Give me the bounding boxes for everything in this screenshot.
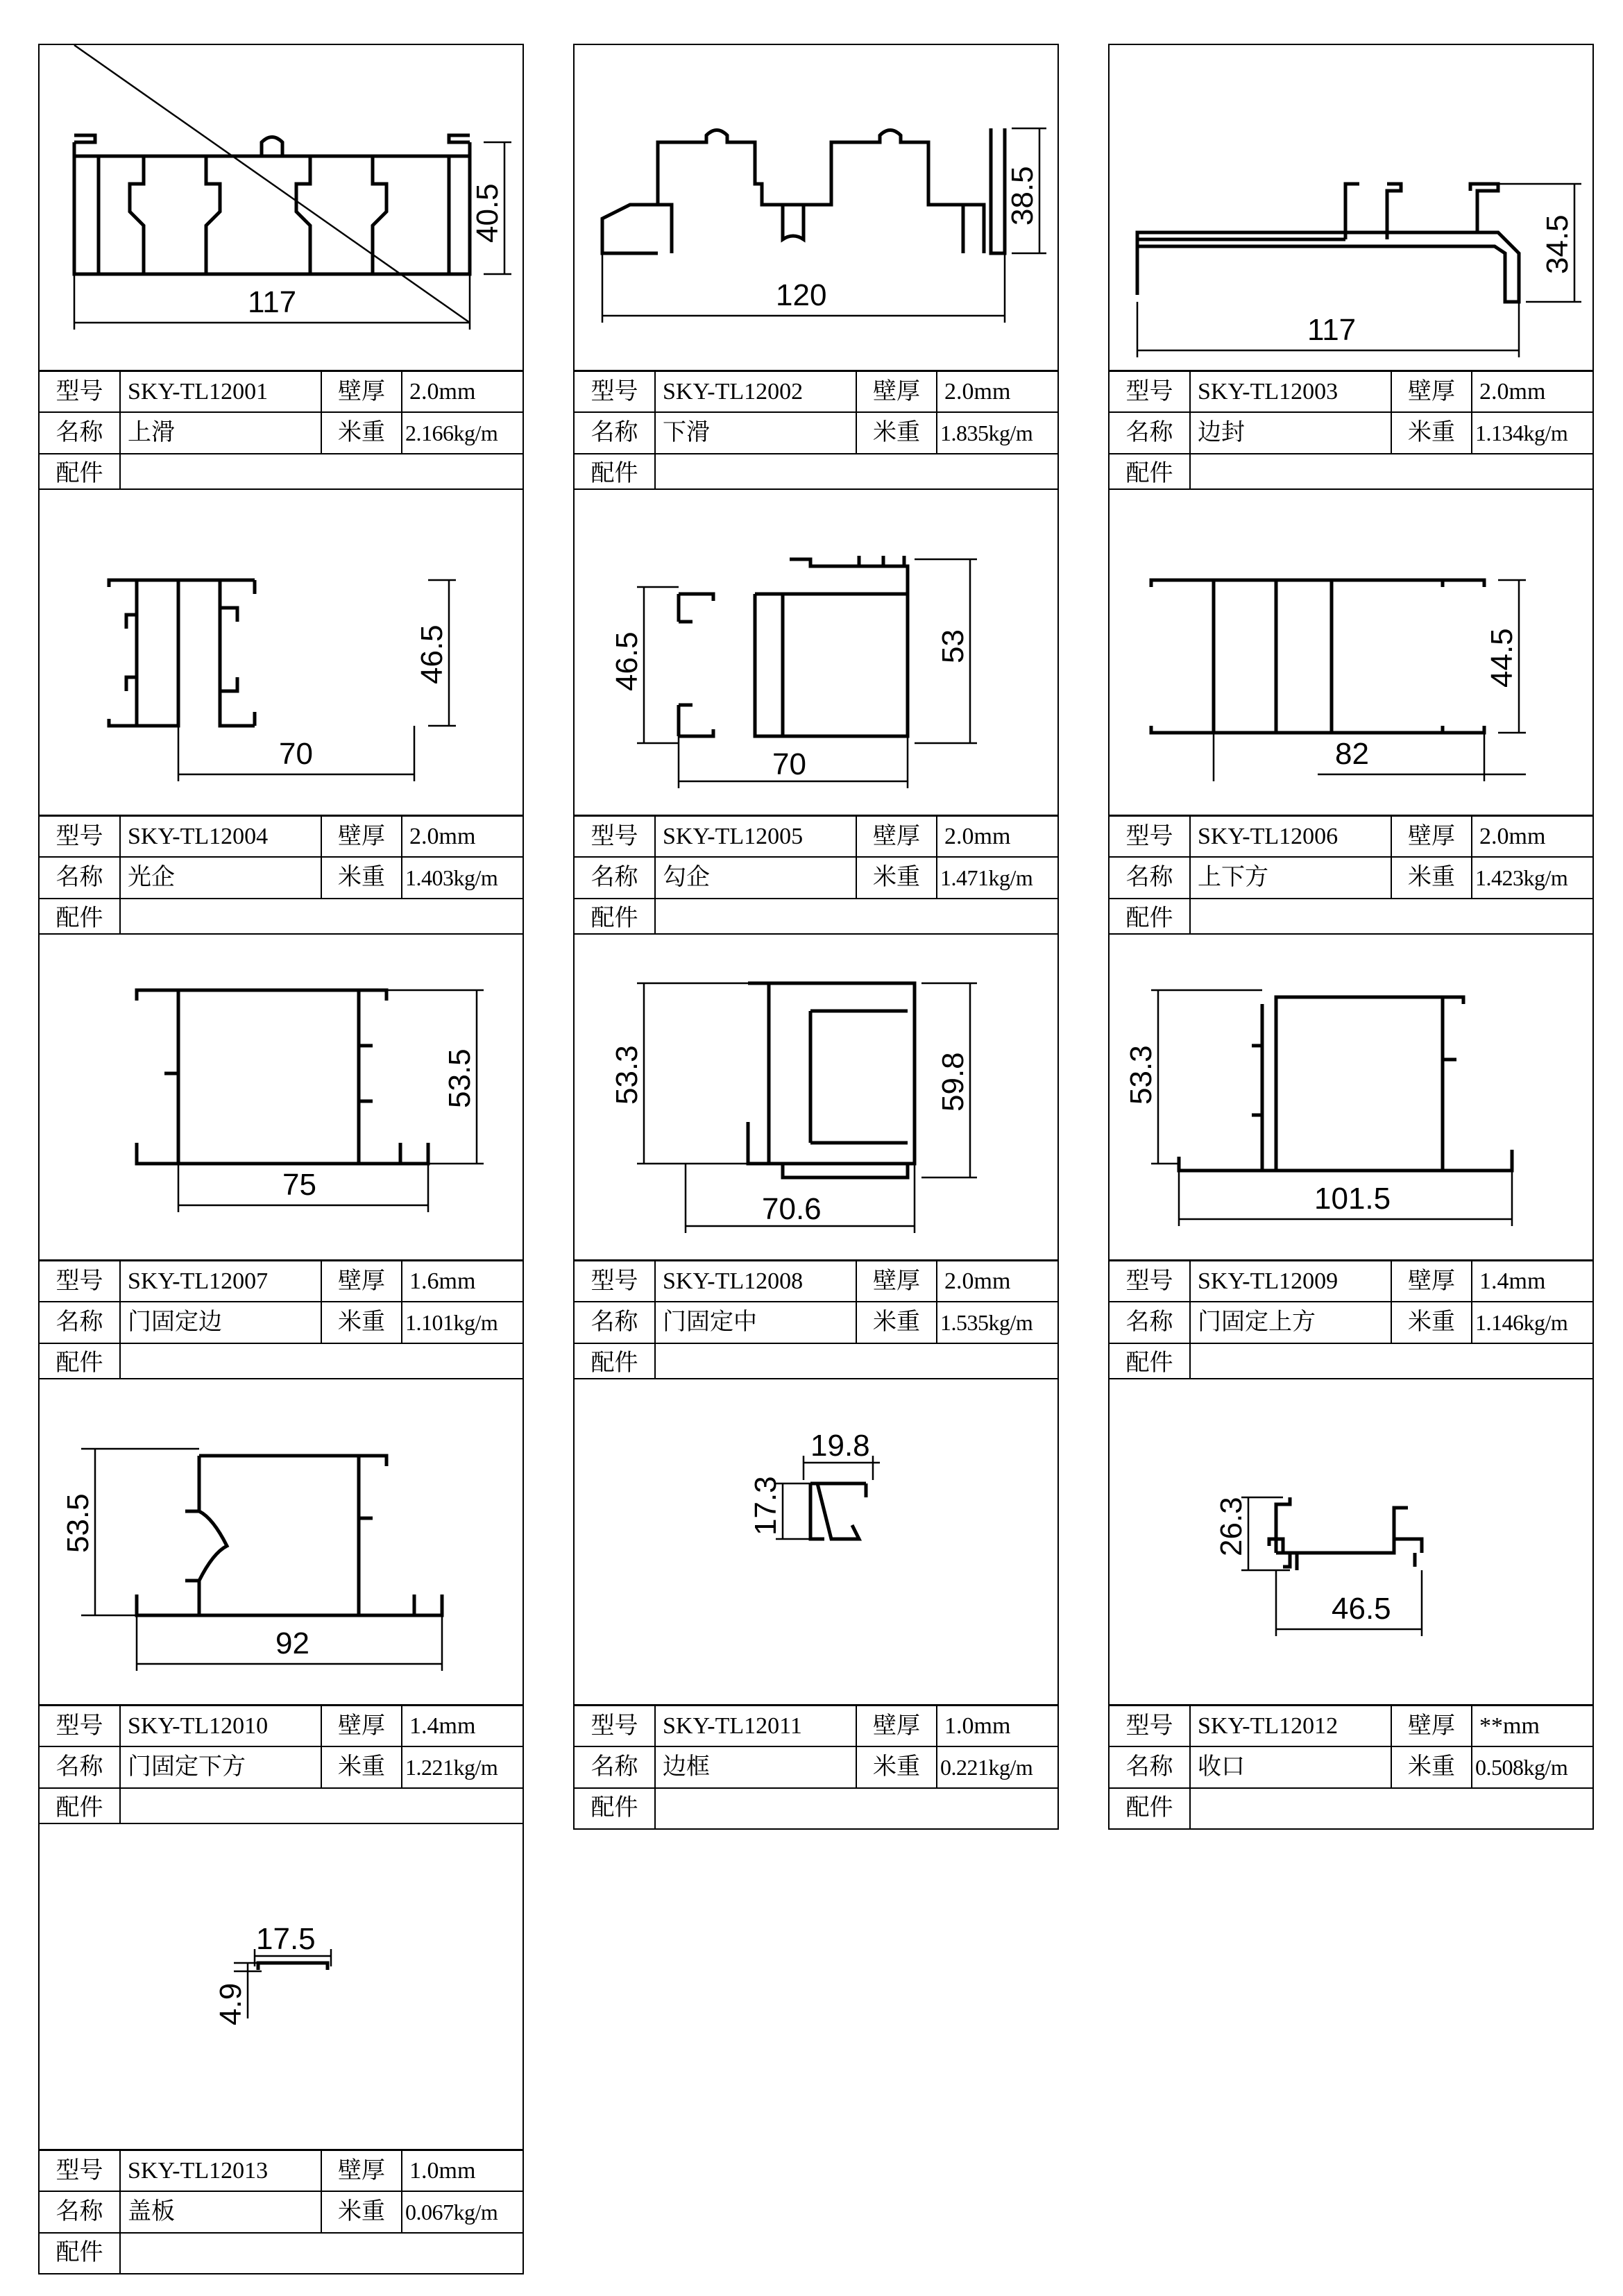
model-value-3: SKY-TL12003: [1190, 371, 1391, 413]
weight-value-12: 0.508kg/m: [1472, 1746, 1592, 1787]
name-value-9: 门固定上方: [1190, 1302, 1391, 1343]
fittings-value-11: [655, 1788, 1057, 1828]
label-fittings: 配件: [1110, 899, 1190, 939]
wall-value-4: 2.0mm: [402, 816, 522, 858]
model-value-7: SKY-TL12007: [120, 1261, 321, 1302]
label-name: 名称: [40, 412, 120, 453]
fittings-value-12: [1190, 1788, 1592, 1828]
label-wall: 壁厚: [321, 816, 402, 858]
profile-card-7: [38, 933, 524, 1385]
name-value-7: 门固定边: [120, 1302, 321, 1343]
label-model: 型号: [1110, 1261, 1190, 1302]
cross-section-svg-5: [575, 490, 1057, 815]
cross-section-svg-6: [1110, 490, 1592, 815]
label-model: 型号: [575, 1706, 655, 1747]
spec-table-10: [40, 1704, 522, 1828]
label-model: 型号: [1110, 371, 1190, 413]
weight-value-2: 1.835kg/m: [937, 412, 1057, 453]
weight-value-9: 1.146kg/m: [1472, 1302, 1592, 1343]
label-name: 名称: [1110, 1302, 1190, 1343]
label-model: 型号: [40, 2150, 120, 2192]
cross-section-svg-9: [1110, 935, 1592, 1259]
dimension-width-3: 117: [1307, 313, 1357, 347]
model-value-10: SKY-TL12010: [120, 1706, 321, 1747]
label-weight: 米重: [1391, 1302, 1472, 1343]
weight-value-5: 1.471kg/m: [937, 857, 1057, 898]
dimension-height-1: 40.5: [470, 183, 504, 243]
dimension-width-9: 101.5: [1314, 1182, 1391, 1216]
dimension-height-2: 38.5: [1005, 166, 1039, 226]
wall-value-2: 2.0mm: [937, 371, 1057, 413]
spec-table-4: [40, 815, 522, 939]
label-weight: 米重: [1391, 857, 1472, 898]
name-value-2: 下滑: [655, 412, 856, 453]
profile-drawing-4: [40, 490, 522, 815]
dimension-height-8: 53.3: [610, 1045, 644, 1105]
label-name: 名称: [40, 1302, 120, 1343]
profile-card-10: [38, 1378, 524, 1830]
wall-value-12: **mm: [1472, 1706, 1592, 1747]
label-weight: 米重: [321, 412, 402, 453]
cross-section-svg-3: [1110, 45, 1592, 370]
label-name: 名称: [575, 1746, 655, 1787]
model-value-8: SKY-TL12008: [655, 1261, 856, 1302]
model-value-12: SKY-TL12012: [1190, 1706, 1391, 1747]
label-model: 型号: [40, 1706, 120, 1747]
dimension-height2-5: 53: [936, 629, 970, 663]
label-weight: 米重: [321, 2191, 402, 2232]
label-name: 名称: [1110, 1746, 1190, 1787]
profile-card-5: [573, 488, 1059, 940]
model-value-11: SKY-TL12011: [655, 1706, 856, 1747]
label-wall: 壁厚: [321, 371, 402, 413]
wall-value-7: 1.6mm: [402, 1261, 522, 1302]
cross-section-svg-4: [40, 490, 522, 815]
weight-value-8: 1.535kg/m: [937, 1302, 1057, 1343]
cross-section-svg-7: [40, 935, 522, 1259]
weight-value-11: 0.221kg/m: [937, 1746, 1057, 1787]
label-model: 型号: [40, 816, 120, 858]
weight-value-13: 0.067kg/m: [402, 2191, 522, 2232]
wall-value-5: 2.0mm: [937, 816, 1057, 858]
label-model: 型号: [40, 1261, 120, 1302]
dimension-height-4: 46.5: [415, 624, 449, 684]
spec-table-12: [1110, 1704, 1592, 1828]
name-value-8: 门固定中: [655, 1302, 856, 1343]
label-model: 型号: [1110, 1706, 1190, 1747]
label-fittings: 配件: [575, 899, 655, 939]
label-weight: 米重: [321, 857, 402, 898]
model-value-4: SKY-TL12004: [120, 816, 321, 858]
label-fittings: 配件: [40, 899, 120, 939]
profile-drawing-7: [40, 935, 522, 1259]
spec-table-13: [40, 2149, 522, 2273]
label-name: 名称: [575, 412, 655, 453]
label-weight: 米重: [1391, 1746, 1472, 1787]
profile-card-11: [573, 1378, 1059, 1830]
wall-value-8: 2.0mm: [937, 1261, 1057, 1302]
fittings-value-13: [120, 2233, 522, 2273]
dimension-height-3: 34.5: [1540, 214, 1574, 274]
wall-value-1: 2.0mm: [402, 371, 522, 413]
profile-drawing-12: [1110, 1379, 1592, 1704]
dimension-width-11: 19.8: [810, 1429, 870, 1463]
profile-card-4: [38, 488, 524, 940]
model-value-5: SKY-TL12005: [655, 816, 856, 858]
spec-table-3: [1110, 370, 1592, 494]
label-model: 型号: [575, 1261, 655, 1302]
dimension-width-4: 70: [279, 737, 313, 771]
name-value-5: 勾企: [655, 857, 856, 898]
wall-value-11: 1.0mm: [937, 1706, 1057, 1747]
wall-value-10: 1.4mm: [402, 1706, 522, 1747]
cross-section-svg-11: [575, 1379, 1057, 1704]
model-value-1: SKY-TL12001: [120, 371, 321, 413]
dimension-width-7: 75: [282, 1168, 316, 1202]
cross-section-svg-10: [40, 1379, 522, 1704]
model-value-9: SKY-TL12009: [1190, 1261, 1391, 1302]
name-value-6: 上下方: [1190, 857, 1391, 898]
label-wall: 壁厚: [321, 2150, 402, 2192]
profile-drawing-9: [1110, 935, 1592, 1259]
dimension-height-6: 44.5: [1485, 628, 1519, 688]
name-value-12: 收口: [1190, 1746, 1391, 1787]
label-fittings: 配件: [40, 2233, 120, 2273]
name-value-11: 边框: [655, 1746, 856, 1787]
wall-value-6: 2.0mm: [1472, 816, 1592, 858]
profile-card-13: [38, 1823, 524, 2274]
profile-drawing-11: [575, 1379, 1057, 1704]
dimension-height-10: 53.5: [61, 1493, 95, 1553]
profile-drawing-5: [575, 490, 1057, 815]
dimension-width-5: 70: [772, 747, 806, 781]
dimension-width-12: 46.5: [1332, 1592, 1391, 1626]
label-name: 名称: [40, 1746, 120, 1787]
label-weight: 米重: [321, 1302, 402, 1343]
label-weight: 米重: [856, 1302, 937, 1343]
weight-value-6: 1.423kg/m: [1472, 857, 1592, 898]
dimension-height-12: 26.3: [1214, 1497, 1248, 1556]
profile-drawing-13: [40, 1824, 522, 2149]
profile-card-8: [573, 933, 1059, 1385]
cross-section-svg-2: [575, 45, 1057, 370]
profile-card-2: [573, 44, 1059, 495]
dimension-height-11: 17.3: [749, 1476, 783, 1536]
weight-value-4: 1.403kg/m: [402, 857, 522, 898]
label-name: 名称: [575, 1302, 655, 1343]
spec-table-6: [1110, 815, 1592, 939]
label-model: 型号: [40, 371, 120, 413]
weight-value-10: 1.221kg/m: [402, 1746, 522, 1787]
label-wall: 壁厚: [856, 371, 937, 413]
label-weight: 米重: [856, 857, 937, 898]
dimension-width-6: 82: [1335, 737, 1369, 771]
cross-section-svg-12: [1110, 1379, 1592, 1704]
name-value-13: 盖板: [120, 2191, 321, 2232]
label-weight: 米重: [1391, 412, 1472, 453]
profile-card-6: [1108, 488, 1594, 940]
name-value-3: 边封: [1190, 412, 1391, 453]
label-fittings: 配件: [1110, 454, 1190, 494]
label-fittings: 配件: [1110, 1343, 1190, 1384]
label-wall: 壁厚: [321, 1261, 402, 1302]
name-value-10: 门固定下方: [120, 1746, 321, 1787]
dimension-width-13: 17.5: [256, 1922, 316, 1956]
profile-card-12: [1108, 1378, 1594, 1830]
cross-section-svg-1: [40, 45, 522, 370]
profile-card-1: [38, 44, 524, 495]
dimension-width-8: 70.6: [762, 1192, 822, 1226]
dimension-height-13: 4.9: [214, 1982, 248, 2025]
label-wall: 壁厚: [856, 1261, 937, 1302]
profile-drawing-6: [1110, 490, 1592, 815]
label-fittings: 配件: [40, 1343, 120, 1384]
profile-drawing-10: [40, 1379, 522, 1704]
label-weight: 米重: [321, 1746, 402, 1787]
label-name: 名称: [40, 857, 120, 898]
label-weight: 米重: [856, 412, 937, 453]
label-fittings: 配件: [575, 1788, 655, 1828]
spec-table-9: [1110, 1259, 1592, 1384]
label-fittings: 配件: [40, 1788, 120, 1828]
dimension-height2-8: 59.8: [936, 1052, 970, 1112]
spec-table-8: [575, 1259, 1057, 1384]
spec-table-1: [40, 370, 522, 494]
label-wall: 壁厚: [321, 1706, 402, 1747]
wall-value-13: 1.0mm: [402, 2150, 522, 2192]
weight-value-7: 1.101kg/m: [402, 1302, 522, 1343]
dimension-width-1: 117: [248, 285, 297, 319]
label-wall: 壁厚: [856, 816, 937, 858]
weight-value-1: 2.166kg/m: [402, 412, 522, 453]
cross-section-svg-13: [40, 1824, 522, 2149]
label-fittings: 配件: [1110, 1788, 1190, 1828]
dimension-height-5: 46.5: [610, 631, 644, 691]
label-wall: 壁厚: [1391, 1261, 1472, 1302]
dimension-width-10: 92: [275, 1626, 309, 1660]
profile-drawing-8: [575, 935, 1057, 1259]
label-wall: 壁厚: [1391, 1706, 1472, 1747]
profile-drawing-2: [575, 45, 1057, 370]
spec-table-5: [575, 815, 1057, 939]
label-fittings: 配件: [575, 1343, 655, 1384]
wall-value-9: 1.4mm: [1472, 1261, 1592, 1302]
model-value-2: SKY-TL12002: [655, 371, 856, 413]
cross-section-svg-8: [575, 935, 1057, 1259]
weight-value-3: 1.134kg/m: [1472, 412, 1592, 453]
label-name: 名称: [1110, 857, 1190, 898]
profile-card-3: [1108, 44, 1594, 495]
label-model: 型号: [1110, 816, 1190, 858]
dimension-height-9: 53.3: [1124, 1045, 1158, 1105]
wall-value-3: 2.0mm: [1472, 371, 1592, 413]
label-name: 名称: [575, 857, 655, 898]
label-name: 名称: [1110, 412, 1190, 453]
profile-drawing-3: [1110, 45, 1592, 370]
label-weight: 米重: [856, 1746, 937, 1787]
label-model: 型号: [575, 816, 655, 858]
profile-drawing-1: [40, 45, 522, 370]
spec-table-11: [575, 1704, 1057, 1828]
spec-table-7: [40, 1259, 522, 1384]
label-wall: 壁厚: [856, 1706, 937, 1747]
dimension-width-2: 120: [776, 278, 827, 312]
model-value-13: SKY-TL12013: [120, 2150, 321, 2192]
label-fittings: 配件: [40, 454, 120, 494]
name-value-4: 光企: [120, 857, 321, 898]
label-fittings: 配件: [575, 454, 655, 494]
dimension-height-7: 53.5: [443, 1048, 477, 1108]
label-name: 名称: [40, 2191, 120, 2232]
profile-card-9: [1108, 933, 1594, 1385]
spec-table-2: [575, 370, 1057, 494]
label-wall: 壁厚: [1391, 816, 1472, 858]
label-wall: 壁厚: [1391, 371, 1472, 413]
name-value-1: 上滑: [120, 412, 321, 453]
model-value-6: SKY-TL12006: [1190, 816, 1391, 858]
label-model: 型号: [575, 371, 655, 413]
